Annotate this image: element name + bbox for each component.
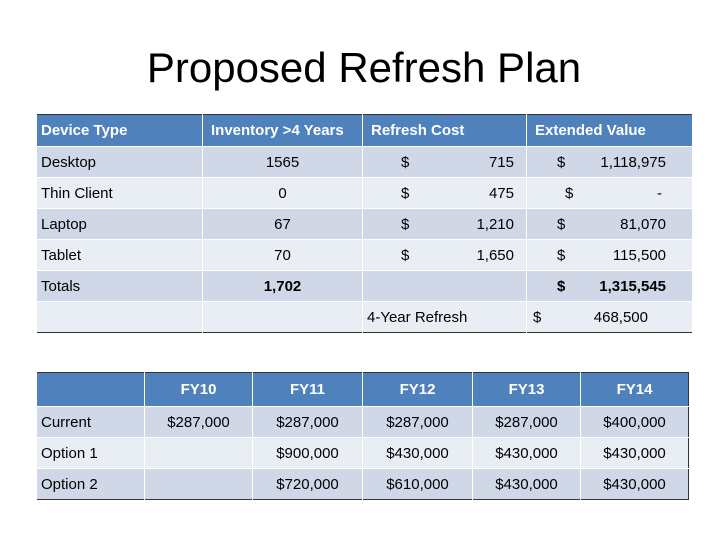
- refresh-cost-cell: [363, 240, 527, 271]
- fy-cell: [145, 438, 253, 469]
- header-fy13: FY13: [473, 373, 581, 407]
- table-row: [37, 240, 693, 271]
- table-row: [37, 209, 693, 240]
- refresh-cost-value: 715: [488, 153, 514, 171]
- currency-symbol: $: [565, 184, 574, 202]
- totals-value: 1,315,545: [599, 277, 666, 295]
- table-row: [37, 469, 689, 500]
- refresh-cost-value: 475: [488, 184, 514, 202]
- fy-cell: $430,000: [363, 438, 473, 469]
- extended-value: 1,118,975: [600, 153, 666, 171]
- empty-cell: [203, 302, 363, 333]
- fy-cell: $430,000: [473, 438, 581, 469]
- table-row: [37, 147, 693, 178]
- refresh-cost-value: 1,650: [476, 246, 514, 264]
- fiscal-year-table: [36, 372, 689, 500]
- refresh-row: [37, 302, 693, 333]
- header-fy11: FY11: [253, 373, 363, 407]
- currency-symbol: $: [401, 153, 410, 171]
- currency-symbol: $: [557, 215, 566, 233]
- empty-cell: [37, 302, 203, 333]
- refresh-cost-cell: [363, 147, 527, 178]
- header-inventory: Inventory >4 Years: [203, 115, 363, 147]
- fy-cell: $287,000: [473, 407, 581, 438]
- header-device-type: Device Type: [37, 115, 203, 147]
- extended-value-cell: [527, 178, 693, 209]
- inventory-cell: 1565: [203, 147, 363, 178]
- inventory-cell: 70: [203, 240, 363, 271]
- header-fy12: FY12: [363, 373, 473, 407]
- fy-cell: $287,000: [145, 407, 253, 438]
- extended-value-cell: [527, 209, 693, 240]
- inventory-table: [36, 114, 693, 333]
- table-header-row: [37, 373, 689, 407]
- fy-cell: $430,000: [473, 469, 581, 500]
- totals-label: Totals: [37, 271, 203, 302]
- table-row: [37, 438, 689, 469]
- row-label: Current: [37, 407, 145, 438]
- extended-value-cell: [527, 147, 693, 178]
- totals-row: [37, 271, 693, 302]
- refresh-cost-cell: [363, 178, 527, 209]
- header-fy10: FY10: [145, 373, 253, 407]
- fy-cell: [145, 469, 253, 500]
- header-blank: [37, 373, 145, 407]
- totals-value-cell: [527, 271, 693, 302]
- row-label: Option 1: [37, 438, 145, 469]
- currency-symbol: $: [401, 215, 410, 233]
- currency-symbol: $: [557, 153, 566, 171]
- fy-cell: $430,000: [581, 469, 689, 500]
- empty-cell: [363, 271, 527, 302]
- refresh-label: 4-Year Refresh: [363, 302, 527, 333]
- table-row: [37, 178, 693, 209]
- refresh-cost-cell: [363, 209, 527, 240]
- refresh-cost-value: 1,210: [476, 215, 514, 233]
- refresh-value: 468,500: [593, 308, 648, 326]
- fy-cell: $287,000: [363, 407, 473, 438]
- fy-cell: $400,000: [581, 407, 689, 438]
- currency-symbol: $: [401, 184, 410, 202]
- extended-value: 115,500: [612, 246, 666, 264]
- fy-cell: $287,000: [253, 407, 363, 438]
- table-row: [37, 407, 689, 438]
- fy-cell: $610,000: [363, 469, 473, 500]
- device-type-cell: Tablet: [37, 240, 203, 271]
- extended-value: 81,070: [620, 215, 666, 233]
- currency-symbol: $: [401, 246, 410, 264]
- fy-cell: $900,000: [253, 438, 363, 469]
- extended-value: -: [657, 184, 662, 202]
- device-type-cell: Laptop: [37, 209, 203, 240]
- slide-title: Proposed Refresh Plan: [146, 44, 582, 91]
- currency-symbol: $: [557, 277, 566, 295]
- inventory-cell: 67: [203, 209, 363, 240]
- totals-inventory: 1,702: [203, 271, 363, 302]
- header-extended-value: Extended Value: [527, 115, 693, 147]
- device-type-cell: Desktop: [37, 147, 203, 178]
- table-header-row: [37, 115, 693, 147]
- header-refresh-cost: Refresh Cost: [363, 115, 527, 147]
- currency-symbol: $: [533, 308, 542, 326]
- extended-value-cell: [527, 240, 693, 271]
- refresh-value-cell: [527, 302, 693, 333]
- fy-cell: $720,000: [253, 469, 363, 500]
- currency-symbol: $: [557, 246, 566, 264]
- header-fy14: FY14: [581, 373, 689, 407]
- row-label: Option 2: [37, 469, 145, 500]
- fy-cell: $430,000: [581, 438, 689, 469]
- device-type-cell: Thin Client: [37, 178, 203, 209]
- inventory-cell: 0: [203, 178, 363, 209]
